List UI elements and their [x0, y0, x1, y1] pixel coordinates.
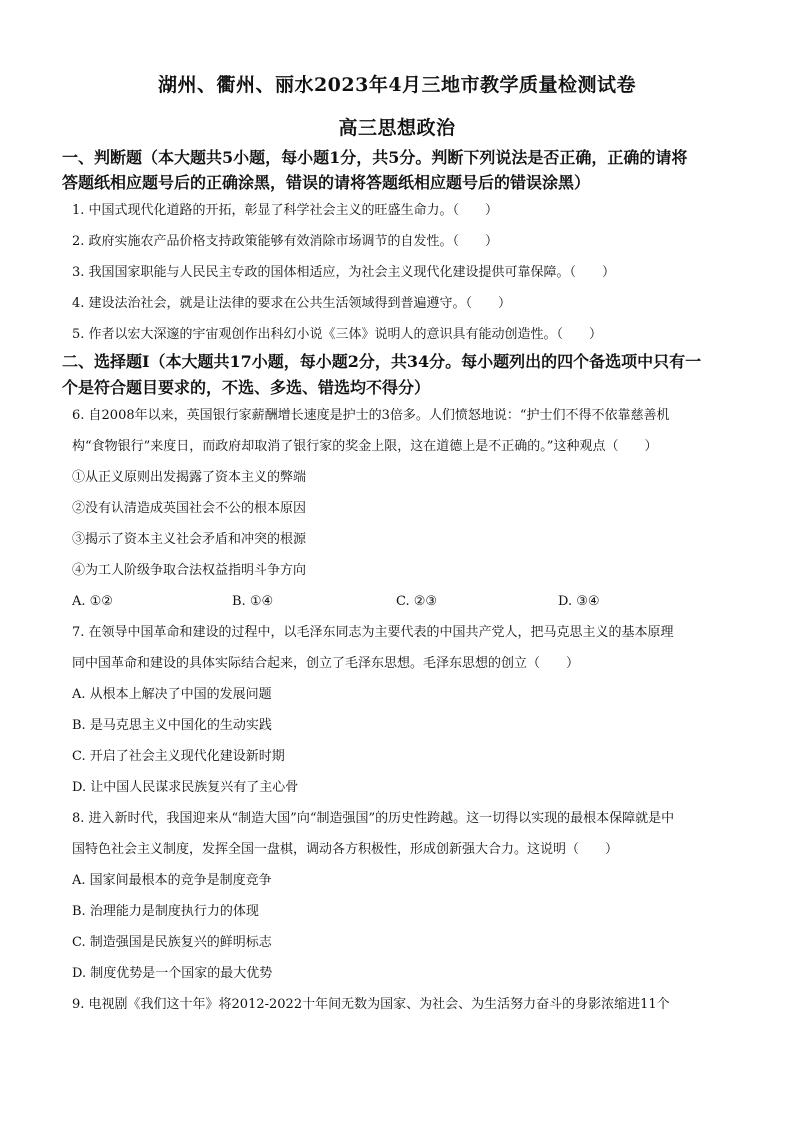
subject-title: 高三思想政治	[338, 117, 456, 139]
question-9-stem-line1: 9. 电视剧《我们这十年》将2012-2022十年间无数为国家、为社会、为生活努力奋斗的身影浓缩进11个	[72, 997, 670, 1012]
question-8-option-b: B. 治理能力是制度执行力的体现	[72, 904, 259, 919]
question-6-stem-line2: 构“食物银行”来度日，而政府却取消了银行家的奖金上限，这在道德上是不正确的。”这种观点（ ）	[72, 439, 658, 454]
section1-heading-line2: 答题纸相应题号后的正确涂黑，错误的请将答题纸相应题号后的错误涂黑）	[62, 173, 591, 192]
question-8-option-d: D. 制度优势是一个国家的最大优势	[72, 966, 273, 981]
question-6-option-d: D. ③④	[558, 594, 600, 609]
question-8-stem-line1: 8. 进入新时代，我国迎来从“制造大国”向“制造强国”的历史性跨越。这一切得以实现的最根本保障就是中	[72, 811, 675, 826]
section2-heading-line2: 个是符合题目要求的，不选、多选、错选均不得分）	[62, 378, 431, 397]
question-7-stem-line1: 7. 在领导中国革命和建设的过程中，以毛泽东同志为主要代表的中国共产党人，把马克思主义的基本原理	[72, 625, 674, 640]
section2-heading-line1: 二、选择题Ⅰ（本大题共17小题，每小题2分，共34分。每小题列出的四个备选项中只有一	[62, 352, 702, 371]
question-4: 4. 建设法治社会，就是让法律的要求在公共生活领域得到普遍遵守。（ ）	[72, 296, 512, 311]
question-2: 2. 政府实施农产品价格支持政策能够有效消除市场调节的自发性。（ ）	[72, 234, 499, 249]
question-7-option-c: C. 开启了社会主义现代化建设新时期	[72, 749, 285, 764]
question-6-options	[72, 593, 732, 611]
question-5: 5. 作者以宏大深邃的宇宙观创作出科幻小说《三体》说明人的意识具有能动创造性。（ ）	[72, 327, 603, 342]
question-6-option-b: B. ①④	[232, 594, 274, 609]
question-6-statement-1: ①从正义原则出发揭露了资本主义的弊端	[72, 470, 307, 485]
question-6-stem-line1: 6. 自2008年以来，英国银行家薪酬增长速度是护士的3倍多。人们愤怒地说：“护士们不得不依靠慈善机	[72, 408, 670, 423]
question-7-stem-line2: 同中国革命和建设的具体实际结合起来，创立了毛泽东思想。毛泽东思想的创立（ ）	[72, 656, 580, 671]
question-8-option-a: A. 国家间最根本的竞争是制度竞争	[72, 873, 272, 888]
section1-heading-line1: 一、判断题（本大题共5小题，每小题1分，共5分。判断下列说法是否正确，正确的请将	[62, 148, 688, 167]
question-6-statement-4: ④为工人阶级争取合法权益指明斗争方向	[72, 563, 307, 578]
question-6-statement-2: ②没有认清造成英国社会不公的根本原因	[72, 501, 307, 516]
exam-title: 湖州、衢州、丽水2023年4月三地市教学质量检测试卷	[157, 74, 637, 96]
question-7-option-b: B. 是马克思主义中国化的生动实践	[72, 718, 272, 733]
question-6-option-c: C. ②③	[396, 594, 438, 609]
question-1: 1. 中国式现代化道路的开拓，彰显了科学社会主义的旺盛生命力。（ ）	[72, 203, 499, 218]
question-8-option-c: C. 制造强国是民族复兴的鲜明标志	[72, 935, 272, 950]
question-8-stem-line2: 国特色社会主义制度，发挥全国一盘棋，调动各方积极性，形成创新强大合力。这说明（ ）	[72, 842, 619, 857]
question-7-option-d: D. 让中国人民谋求民族复兴有了主心骨	[72, 780, 299, 795]
question-7-option-a: A. 从根本上解决了中国的发展问题	[72, 687, 272, 702]
question-3: 3. 我国国家职能与人民民主专政的国体相适应，为社会主义现代化建设提供可靠保障。（ ）	[72, 265, 616, 280]
question-6-statement-3: ③揭示了资本主义社会矛盾和冲突的根源	[72, 532, 307, 547]
question-6-option-a: A. ①②	[72, 594, 113, 609]
